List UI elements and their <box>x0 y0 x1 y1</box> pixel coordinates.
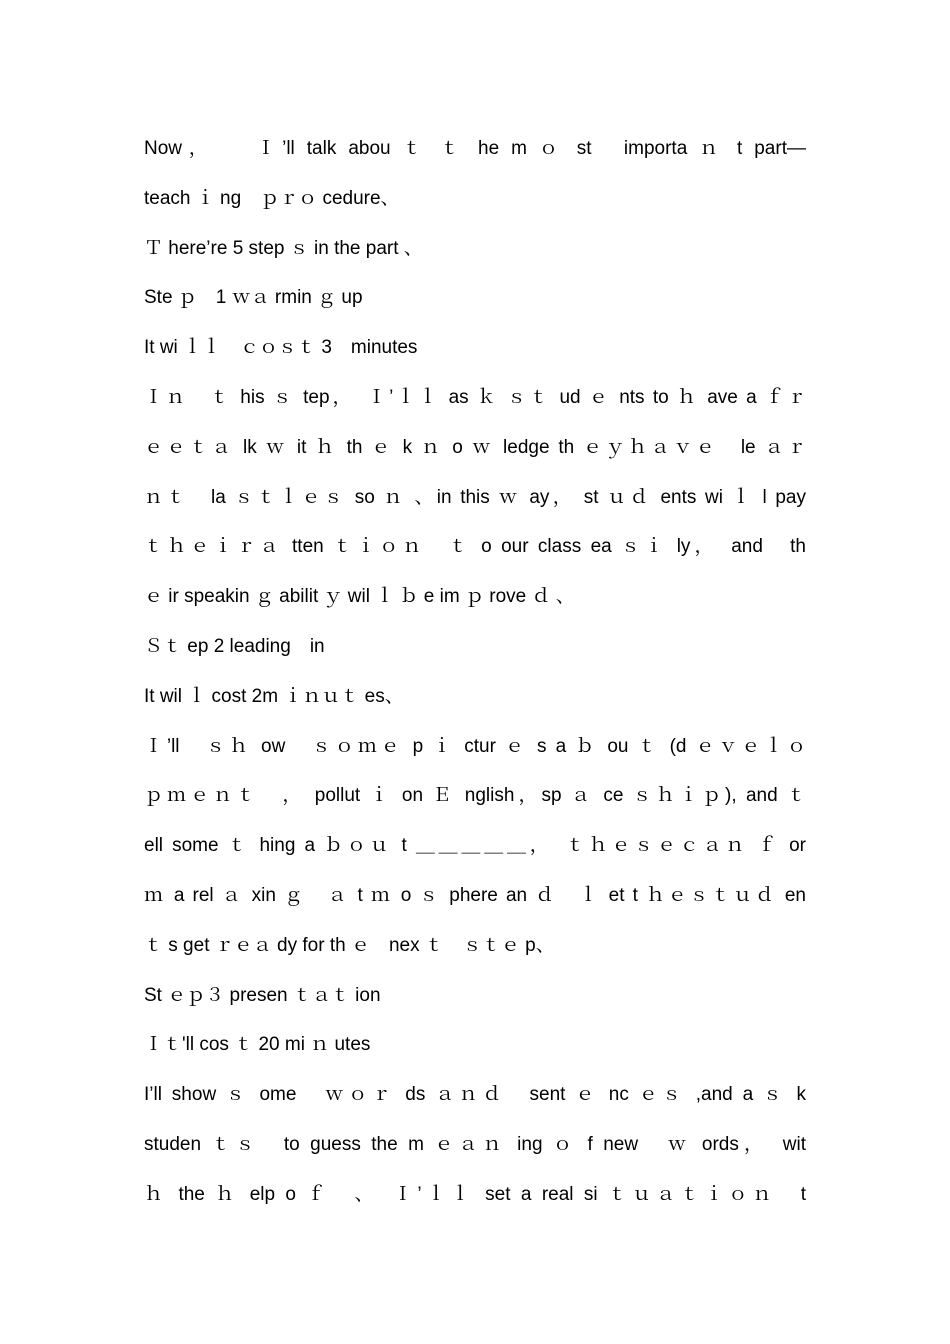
text-line: teach ｉ ng ｐｒｏ cedure、 <box>144 187 400 209</box>
text-line: I’ll show ｓ ome ｗｏｒ ds ａｎｄ sent ｅ nc ｅｓ ,and a ｓ k <box>144 1084 806 1106</box>
text-line: Ｓｔ ep 2 leading in <box>144 635 325 657</box>
text-line: It wil ｌ cost 2m ｉｎｕｔ es、 <box>144 685 404 707</box>
text-line: ｔ s get ｒｅａ dy for th ｅ nex ｔ ｓｔｅ p、 <box>144 934 555 956</box>
text-line: Ste ｐ 1 ｗａ rmin ｇ up <box>144 287 363 309</box>
text-line: ｈ the ｈ elp o ｆ 、 Ｉ’ｌｌ set a real si ｔｕａｔｉｏｎ t <box>144 1183 806 1205</box>
text-line: studen ｔｓ to guess the m ｅａｎ ing ｏ f new ｗ ords， wit <box>144 1133 806 1155</box>
text-line: ell some ｔ hing a ｂｏｕ t ＿＿＿＿＿， ｔｈｅｓｅｃａｎ ｆ or <box>144 835 806 857</box>
text-line: Ｉ’ll ｓｈ ow ｓｏｍｅ p ｉ ctur ｅ s a ｂ ou ｔ (d ｅｖｅｌｏ <box>144 735 806 757</box>
text-line: Ｔ here’re 5 step ｓ in the part 、 <box>144 237 423 259</box>
text-line: Ｉｎ ｔ his ｓ tep， Ｉ’ｌｌ as ｋ ｓｔ ud ｅ nts to ｈ ave a ｆｒ <box>144 386 806 408</box>
text-line: St ｅｐ３ presen ｔａｔ ion <box>144 984 381 1006</box>
body-text <box>144 124 806 1220</box>
text-line: ｔｈｅｉｒａ tten ｔｉｏｎ ｔ o our class ea ｓｉ ly， and th <box>144 536 806 558</box>
text-line: Now， Ｉ’ll talk abou ｔ ｔ he m ｏ st importa ｎ t part— <box>144 138 806 159</box>
text-line: ｍ a rel ａ xin ｇ ａ t ｍ o ｓ phere an ｄ ｌ et t ｈｅｓｔｕｄ en <box>144 884 806 906</box>
text-line: It wi ｌｌ ｃｏｓｔ 3 minutes <box>144 337 418 359</box>
text-line: ｅ ir speakin ｇ abilit ｙ wil ｌ ｂ e im ｐ rove ｄ 、 <box>144 586 575 608</box>
text-line: ｎｔ la ｓｔｌｅｓ so ｎ 、in this ｗ ay， st ｕｄ ents wi ｌ l pay <box>144 486 806 508</box>
text-line: ｅｅｔａ lk ｗ it ｈ th ｅ k ｎ o ｗ ledge th ｅｙｈａｖｅ le ａｒ <box>144 436 806 458</box>
text-line: ｐｍｅｎｔ ， pollut ｉ on Ｅ nglish，sp ａ ce ｓｈｉｐ), and ｔ <box>144 785 806 807</box>
text-line: Ｉｔ'll cos ｔ 20 mi ｎ utes <box>144 1034 371 1056</box>
